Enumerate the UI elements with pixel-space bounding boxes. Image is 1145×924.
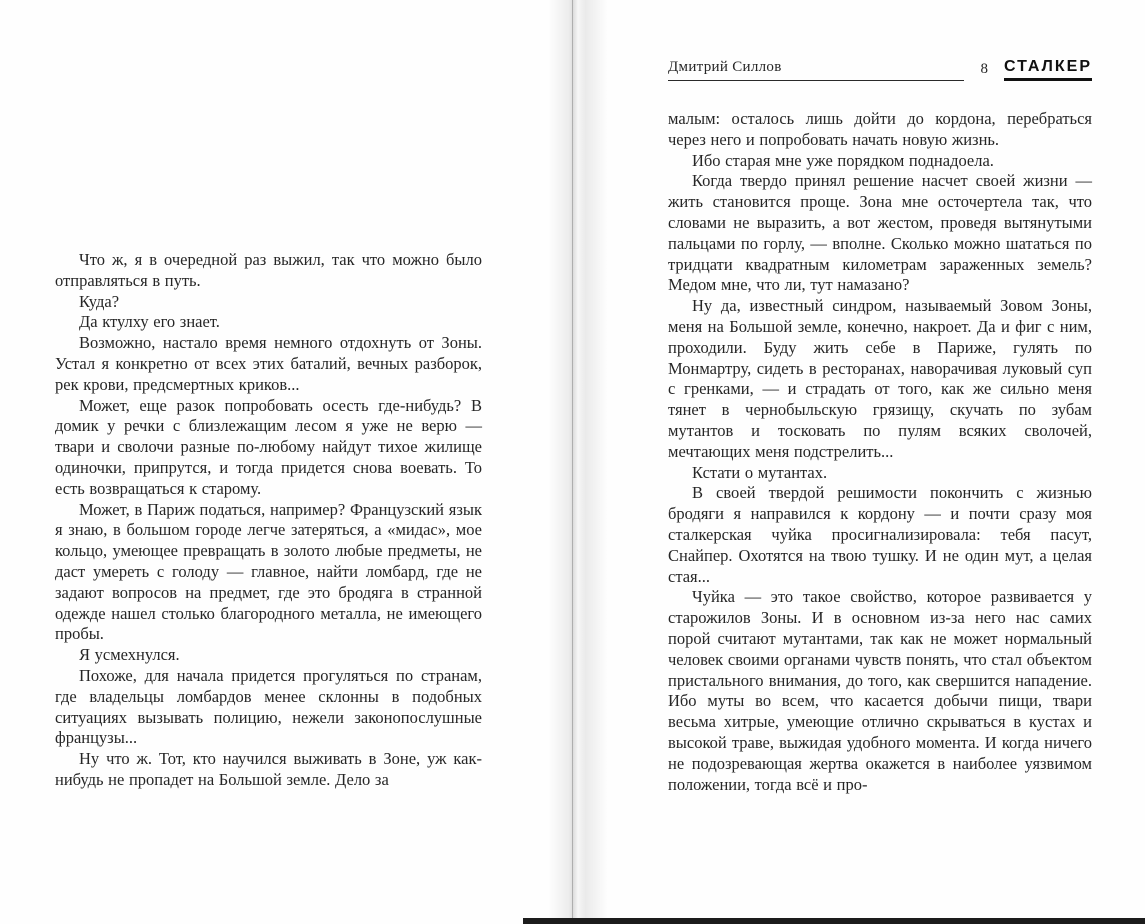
right-page-paragraphs (668, 151, 1092, 796)
running-header (668, 58, 1092, 81)
paragraph: Может, еще разок попробовать осесть где-нибудь? В домик у речки с близлежащим лесом я уже не верю — твари и сволочи разные по-любому найдут тихое жилище одиночки, припрутся, и тогда придется снова воевать. То есть возвращаться к старому. (55, 395, 482, 498)
author-rule (668, 59, 964, 81)
right-page-text (668, 109, 1092, 795)
paragraph: Кстати о мутантах. (692, 462, 828, 482)
spine-shadow (548, 0, 608, 924)
paragraph: Может, в Париж податься, например? Французский язык я знаю, в большом городе легче затеряться, а «мидас», мое кольцо, умеющее превращать в золото любые предметы, не даст умереть с голоду — главное, найти ломбард, где не задают вопросов на предмет, где это бродяга в странной одежде нашел столько благородного металла, не имеющего пробы. (55, 499, 482, 644)
paragraph: Ибо старая мне уже порядком поднадоела. (692, 150, 994, 170)
paragraph: Похоже, для начала придется прогуляться по странам, где владельцы ломбардов менее склонны в подобных ситуациях вызывать полицию, нежели законопослушные французы... (55, 665, 482, 748)
paragraph: Я усмехнулся. (79, 645, 180, 665)
left-page (55, 250, 482, 791)
paragraph-continuation: малым: осталось лишь дойти до кордона, перебраться через него и попробовать начать новую жизнь. (668, 109, 1092, 149)
paragraph: Возможно, настало время немного отдохнуть от Зоны. Устал я конкретно от всех этих баталий, вечных разборок, рек крови, предсмертных криков... (55, 333, 482, 394)
paragraph: Чуйка — это такое свойство, которое развивается у старожилов Зоны. И в основном из-за него нас самих порой считают мутантами, так как не может нормальный человек своими органами чувств понять, что стал объектом пристального внимания, до того, как свершится нападение. Ибо муты во всем, что касается добычи пищи, твари весьма хитрые, умеющие отлично скрываться в кустах и высокой траве, выжидая удобного момента. И когда ничего не подозревающая жертва окажется в наиболее уязвимом положении, тогда всё и про- (668, 587, 1092, 794)
series-logo: СТАЛКЕР (1004, 58, 1092, 81)
paragraph: Ну что ж. Тот, кто научился выживать в Зоне, уж как-нибудь не пропадет на Большой земле. Дело за (55, 749, 482, 789)
paragraph: Ну да, известный синдром, называемый Зовом Зоны, меня на Большой земле, конечно, накроет. Да и фиг с ним, проходили. Буду жить себе в Париже, гулять по Монмартру, сидеть в ресторанах, наворачивая луковый суп с гренками, — и страдать от того, как же сильно меня тянет в чернобыльскую грязищу, скучать по зубам мутантов и тосковать по пулям всяких сволочей, мечтающих меня подстрелить... (668, 296, 1092, 461)
paragraph: Куда? (79, 291, 120, 311)
author-name: Дмитрий Силлов (668, 59, 782, 75)
right-page (668, 58, 1092, 795)
paragraph: Что ж, я в очередной раз выжил, так что можно было отправляться в путь. (55, 250, 482, 290)
scan-edge-bar (523, 918, 1145, 924)
paragraph: Когда твердо принял решение насчет своей жизни — жить становится проще. Зона мне осточертела так, что словами не выразить, а вот жестом, проведя вытянутыми пальцами по горлу, — вполне. Сколько можно шататься по тридцати квадратным километрам зараженных земель? Медом мне, что ли, тут намазано? (668, 171, 1092, 295)
page-number: 8 (980, 61, 988, 77)
spine-line (572, 0, 573, 924)
paragraph: Да ктулху его знает. (79, 312, 220, 332)
paragraph: В своей твердой решимости покончить с жизнью бродяги я направился к кордону — и почти сразу моя сталкерская чуйка просигнализировала: тебя пасут, Снайпер. Охотятся на твою тушку. И не один мут, а целая стая... (668, 483, 1092, 586)
left-page-text (55, 250, 482, 791)
